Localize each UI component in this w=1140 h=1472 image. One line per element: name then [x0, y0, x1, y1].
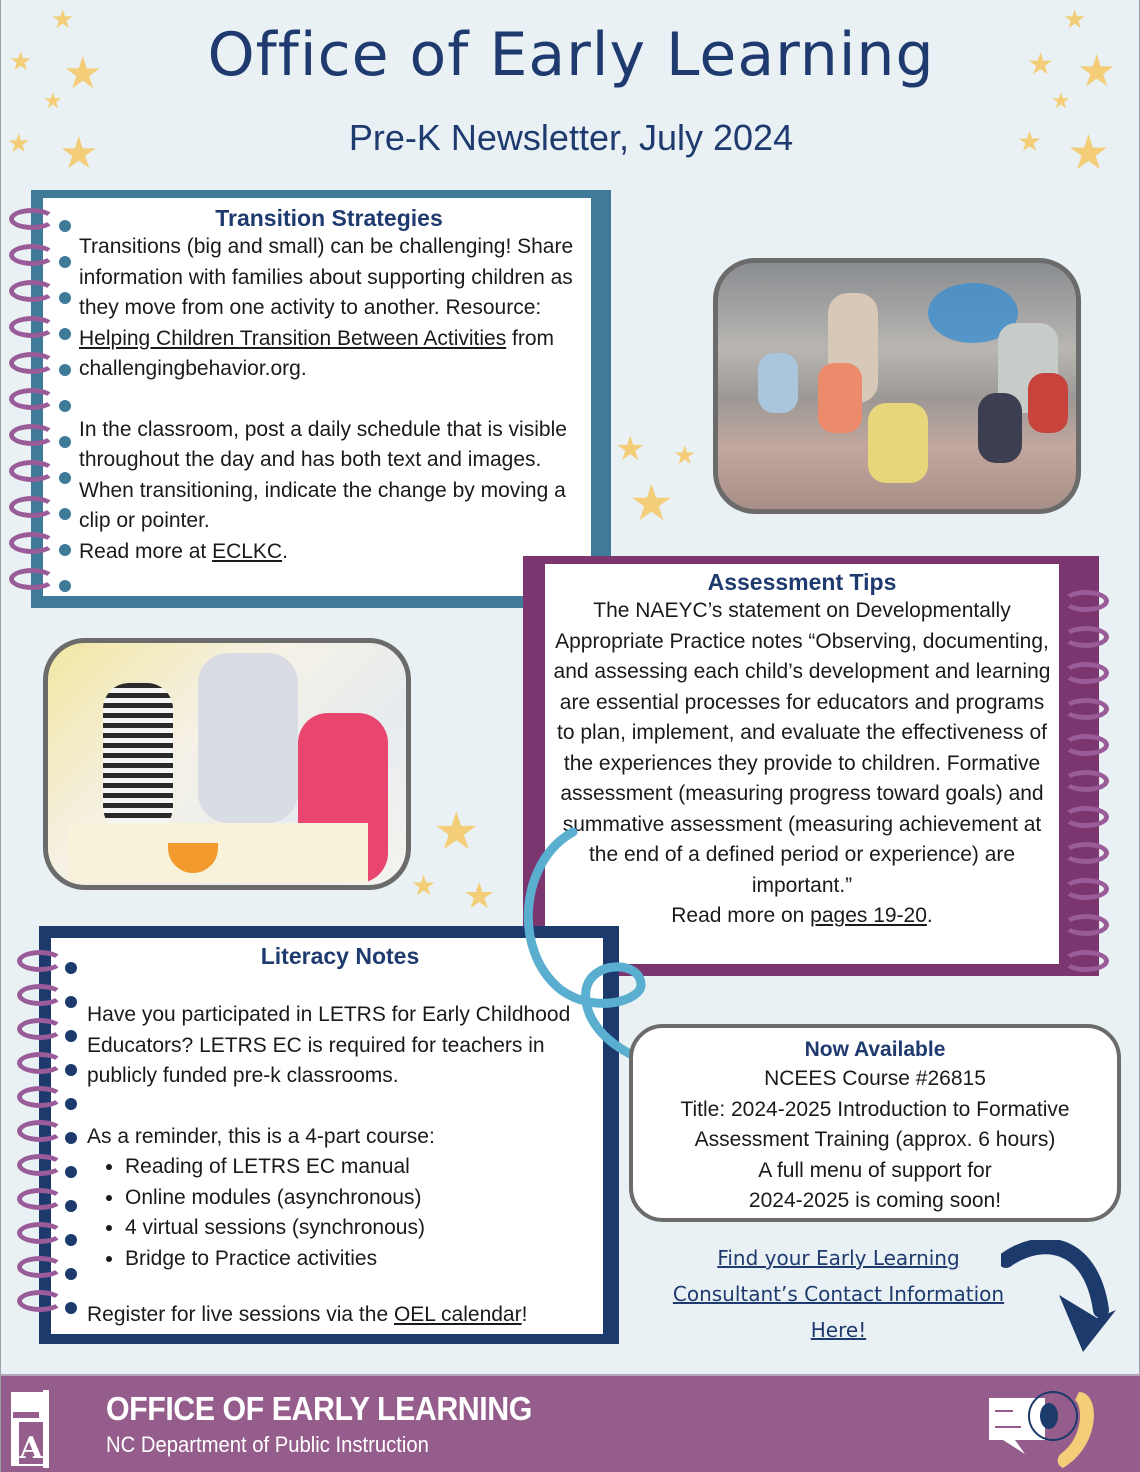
- transition-paragraph-2: In the classroom, post a daily schedule that is visible throughout the day and has both text and images. When transitioning, indicate the change by moving a clip or pointer.: [79, 417, 567, 532]
- star-icon: ★: [63, 49, 103, 98]
- pages-19-20-link[interactable]: pages 19-20: [810, 904, 927, 927]
- literacy-heading: Literacy Notes: [260, 943, 420, 969]
- star-icon: ★: [1027, 48, 1054, 81]
- assessment-heading: Assessment Tips: [707, 569, 897, 595]
- course-parts-list: [87, 1152, 593, 1274]
- literacy-intro: Have you participated in LETRS for Early Childhood Educators? LETRS EC is required for teachers in publicly funded pre-k classrooms.: [87, 1003, 571, 1087]
- eclkc-link[interactable]: ECLKC: [212, 539, 283, 563]
- literacy-reminder: As a reminder, this is a 4-part course:: [87, 1124, 435, 1148]
- course-number: NCEES Course #26815: [764, 1067, 986, 1090]
- oel-calendar-link[interactable]: OEL calendar: [393, 1303, 522, 1326]
- star-icon: ★: [1067, 127, 1111, 180]
- course-title-line-1: Title: 2024-2025 Introduction to Formative: [680, 1097, 1070, 1121]
- transition-card: [43, 198, 591, 596]
- list-item: • Bridge to Practice activities: [125, 1244, 593, 1275]
- star-icon: ★: [43, 88, 63, 113]
- star-icon: ★: [1077, 47, 1117, 96]
- transition-paragraph-1: Transitions (big and small) can be challenging! Share information with families about supporting children as they move from one activity to another. Resource: Helping Children Transition Between Activities from challengingbehavior.org.: [79, 235, 574, 380]
- star-icon: ★: [59, 129, 99, 178]
- assessment-read-more: Read more on pages 19-20.: [671, 904, 933, 927]
- alphabet-block-logo-icon: [7, 1388, 91, 1470]
- photo-circle-time: [713, 258, 1081, 514]
- consultant-contact-link[interactable]: Find your Early Learning Consultant’s Contact Information Here!: [672, 1246, 1005, 1342]
- list-item: • Online modules (asynchronous): [125, 1183, 593, 1214]
- star-icon: ★: [629, 475, 674, 531]
- star-icon: ★: [463, 875, 496, 916]
- course-title-line-2: Assessment Training (approx. 6 hours): [694, 1128, 1056, 1151]
- literacy-register: Register for live sessions via the OEL calendar!: [87, 1303, 528, 1326]
- footer-subtitle: NC Department of Public Instruction: [106, 1432, 429, 1457]
- star-icon: ★: [615, 430, 646, 468]
- newsletter-subtitle: Pre-K Newsletter, July 2024: [348, 117, 794, 158]
- support-note-line-2: 2024-2025 is coming soon!: [748, 1189, 1002, 1212]
- assessment-body: The NAEYC’s statement on Developmentally Appropriate Practice notes “Observing, documenting, and assessing each child’s development and learning are essential processes for educators and programs to plan, implement, and evaluate the effectiveness of the experiences they provide to children. Formative assessment (measuring progress toward goals) and summative assessment (measuring achievement at the end of a defined period or experience) are important.”: [553, 599, 1051, 897]
- star-icon: ★: [1051, 88, 1071, 113]
- star-icon: ★: [9, 46, 33, 76]
- curved-arrow-icon: [1001, 1240, 1131, 1360]
- star-icon: ★: [1063, 4, 1087, 34]
- star-icon: ★: [433, 803, 480, 861]
- svg-text:A: A: [19, 1431, 43, 1466]
- newsletter-title: Office of Early Learning: [207, 20, 935, 90]
- transition-heading: Transition Strategies: [215, 205, 443, 231]
- now-available-box: [629, 1024, 1121, 1222]
- email-phone-icon: [983, 1386, 1113, 1470]
- star-icon: ★: [51, 4, 75, 34]
- star-icon: ★: [1017, 126, 1043, 157]
- now-available-heading: Now Available: [804, 1038, 946, 1061]
- support-note-line-1: A full menu of support for: [758, 1158, 992, 1182]
- star-icon: ★: [411, 870, 437, 901]
- star-icon: ★: [673, 440, 697, 470]
- footer-title: OFFICE OF EARLY LEARNING: [106, 1390, 532, 1427]
- footer-banner: [1, 1374, 1140, 1472]
- list-item: • 4 virtual sessions (synchronous): [125, 1213, 593, 1244]
- list-item: • Reading of LETRS EC manual: [125, 1152, 593, 1183]
- helping-children-link[interactable]: Helping Children Transition Between Activities: [79, 326, 507, 350]
- transition-paragraph-3: Read more at ECLKC.: [79, 539, 288, 563]
- photo-art-table: [43, 638, 411, 890]
- star-icon: ★: [7, 128, 31, 158]
